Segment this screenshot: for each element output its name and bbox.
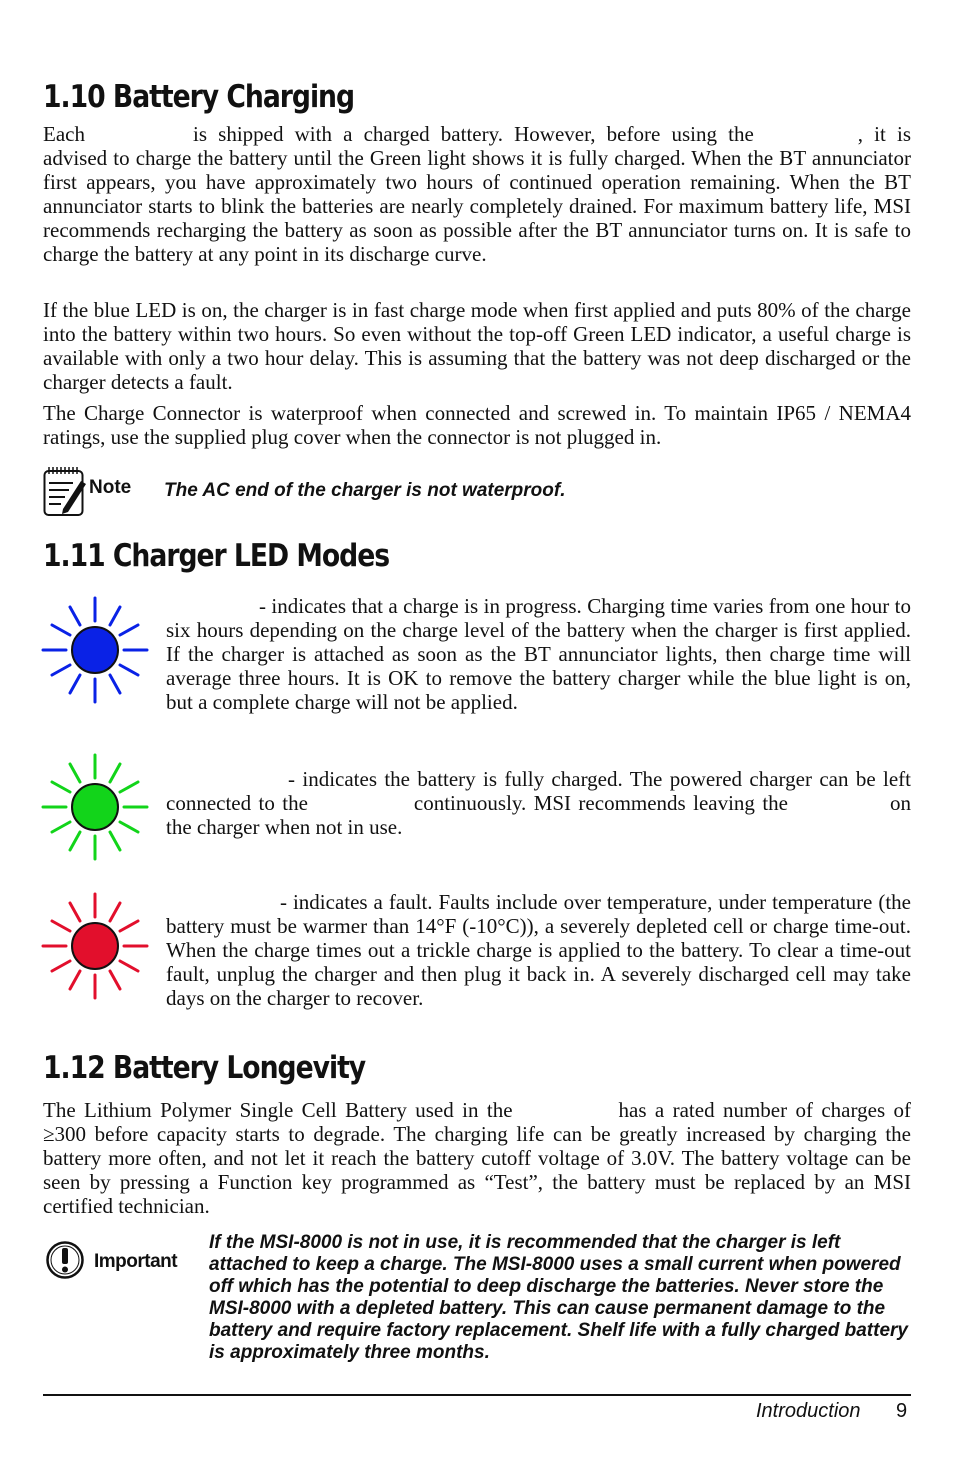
paragraph-charge-connector: The Charge Connector is waterproof when connected and screwed in. To maintain IP65 / NEMA4 ratings, use the supplied plug cover when the connector is not plugged in. [43, 401, 911, 449]
paragraph-fast-charge: If the blue LED is on, the charger is in fast charge mode when first applied and puts 80% of the charge into the battery within two hours. So even without the top-off Green LED indicator, a useful charge is available with only a two hour delay. This is assuming that the battery was not deep discharged or the charger detects a fault. [43, 298, 911, 394]
footer-section-name: Introduction [756, 1400, 861, 1422]
red-led-icon [40, 891, 150, 1001]
paragraph-battery-longevity: The Lithium Polymer Single Cell Battery used in the has a rated number of charges of ≥300 before capacity starts to degrade. The charging life can be greatly increased by charging the battery more often, and not let it reach the battery cutoff voltage of 3.0V. The battery voltage can be seen by pressing a Function key programmed as “Test”, the battery must be replaced by an MSI certified technician. [43, 1098, 911, 1218]
blue-led-icon [40, 595, 150, 705]
led-description-green: - indicates the battery is fully charged. The powered charger can be left connected to the continuously. MSI recommends leaving the on the charger when not in use. [166, 767, 911, 839]
section-heading-charger-led-modes: 1.11 Charger LED Modes [43, 538, 390, 574]
footer-page-number: 9 [896, 1400, 908, 1422]
paragraph-battery-charging-intro: Each is shipped with a charged battery. However, before using the , it is advised to charge the battery until the Green light shows it is fully charged. When the BT annunciator first appears, you have approximately two hours of continued operation remaining. When the BT annunciator starts to blink the batteries are nearly completely drained. For maximum battery life, MSI recommends recharging the battery as soon as possible after the BT annunciator turns on. It is safe to charge the battery at any point in its discharge curve. [43, 122, 911, 266]
footer-rule [43, 1394, 911, 1396]
led-description-blue: - indicates that a charge is in progress. Charging time varies from one hour to six hours depending on the charge level of the battery when the charger is first applied. If the charger is attached as soon as the BT annunciator lights, then charge time will average three hours. It is OK to remove the battery charger while the blue light is on, but a complete charge will not be applied. [166, 594, 911, 714]
note-pad-icon [43, 465, 87, 517]
note-label: Note [89, 477, 132, 498]
important-label: Important [94, 1251, 178, 1272]
section-heading-battery-charging: 1.10 Battery Charging [43, 79, 355, 115]
led-description-red: - indicates a fault. Faults include over temperature, under temperature (the battery must be warmer than 14°F (-10°C)), a severely depleted cell or charge time-out. When the charge times out a trickle charge is applied to the battery. To clear a time-out fault, unplug the charger and then plug it back in. A severely discharged cell may take days on the charger to recover. [166, 890, 911, 1010]
note-text: The AC end of the charger is not waterproof. [164, 480, 566, 501]
green-led-icon [40, 752, 150, 862]
important-text: If the MSI-8000 is not in use, it is recommended that the charger is left attached to keep a charge. The MSI-8000 uses a small current when powered off which has the potential to deep discharge the batteries. Never store the MSI-8000 with a depleted battery. This can cause permanent damage to the battery and require factory replacement. Shelf life with a fully charged battery is approximately three months. [209, 1232, 908, 1363]
section-heading-battery-longevity: 1.12 Battery Longevity [43, 1050, 366, 1086]
exclamation-circle-icon [45, 1240, 85, 1280]
